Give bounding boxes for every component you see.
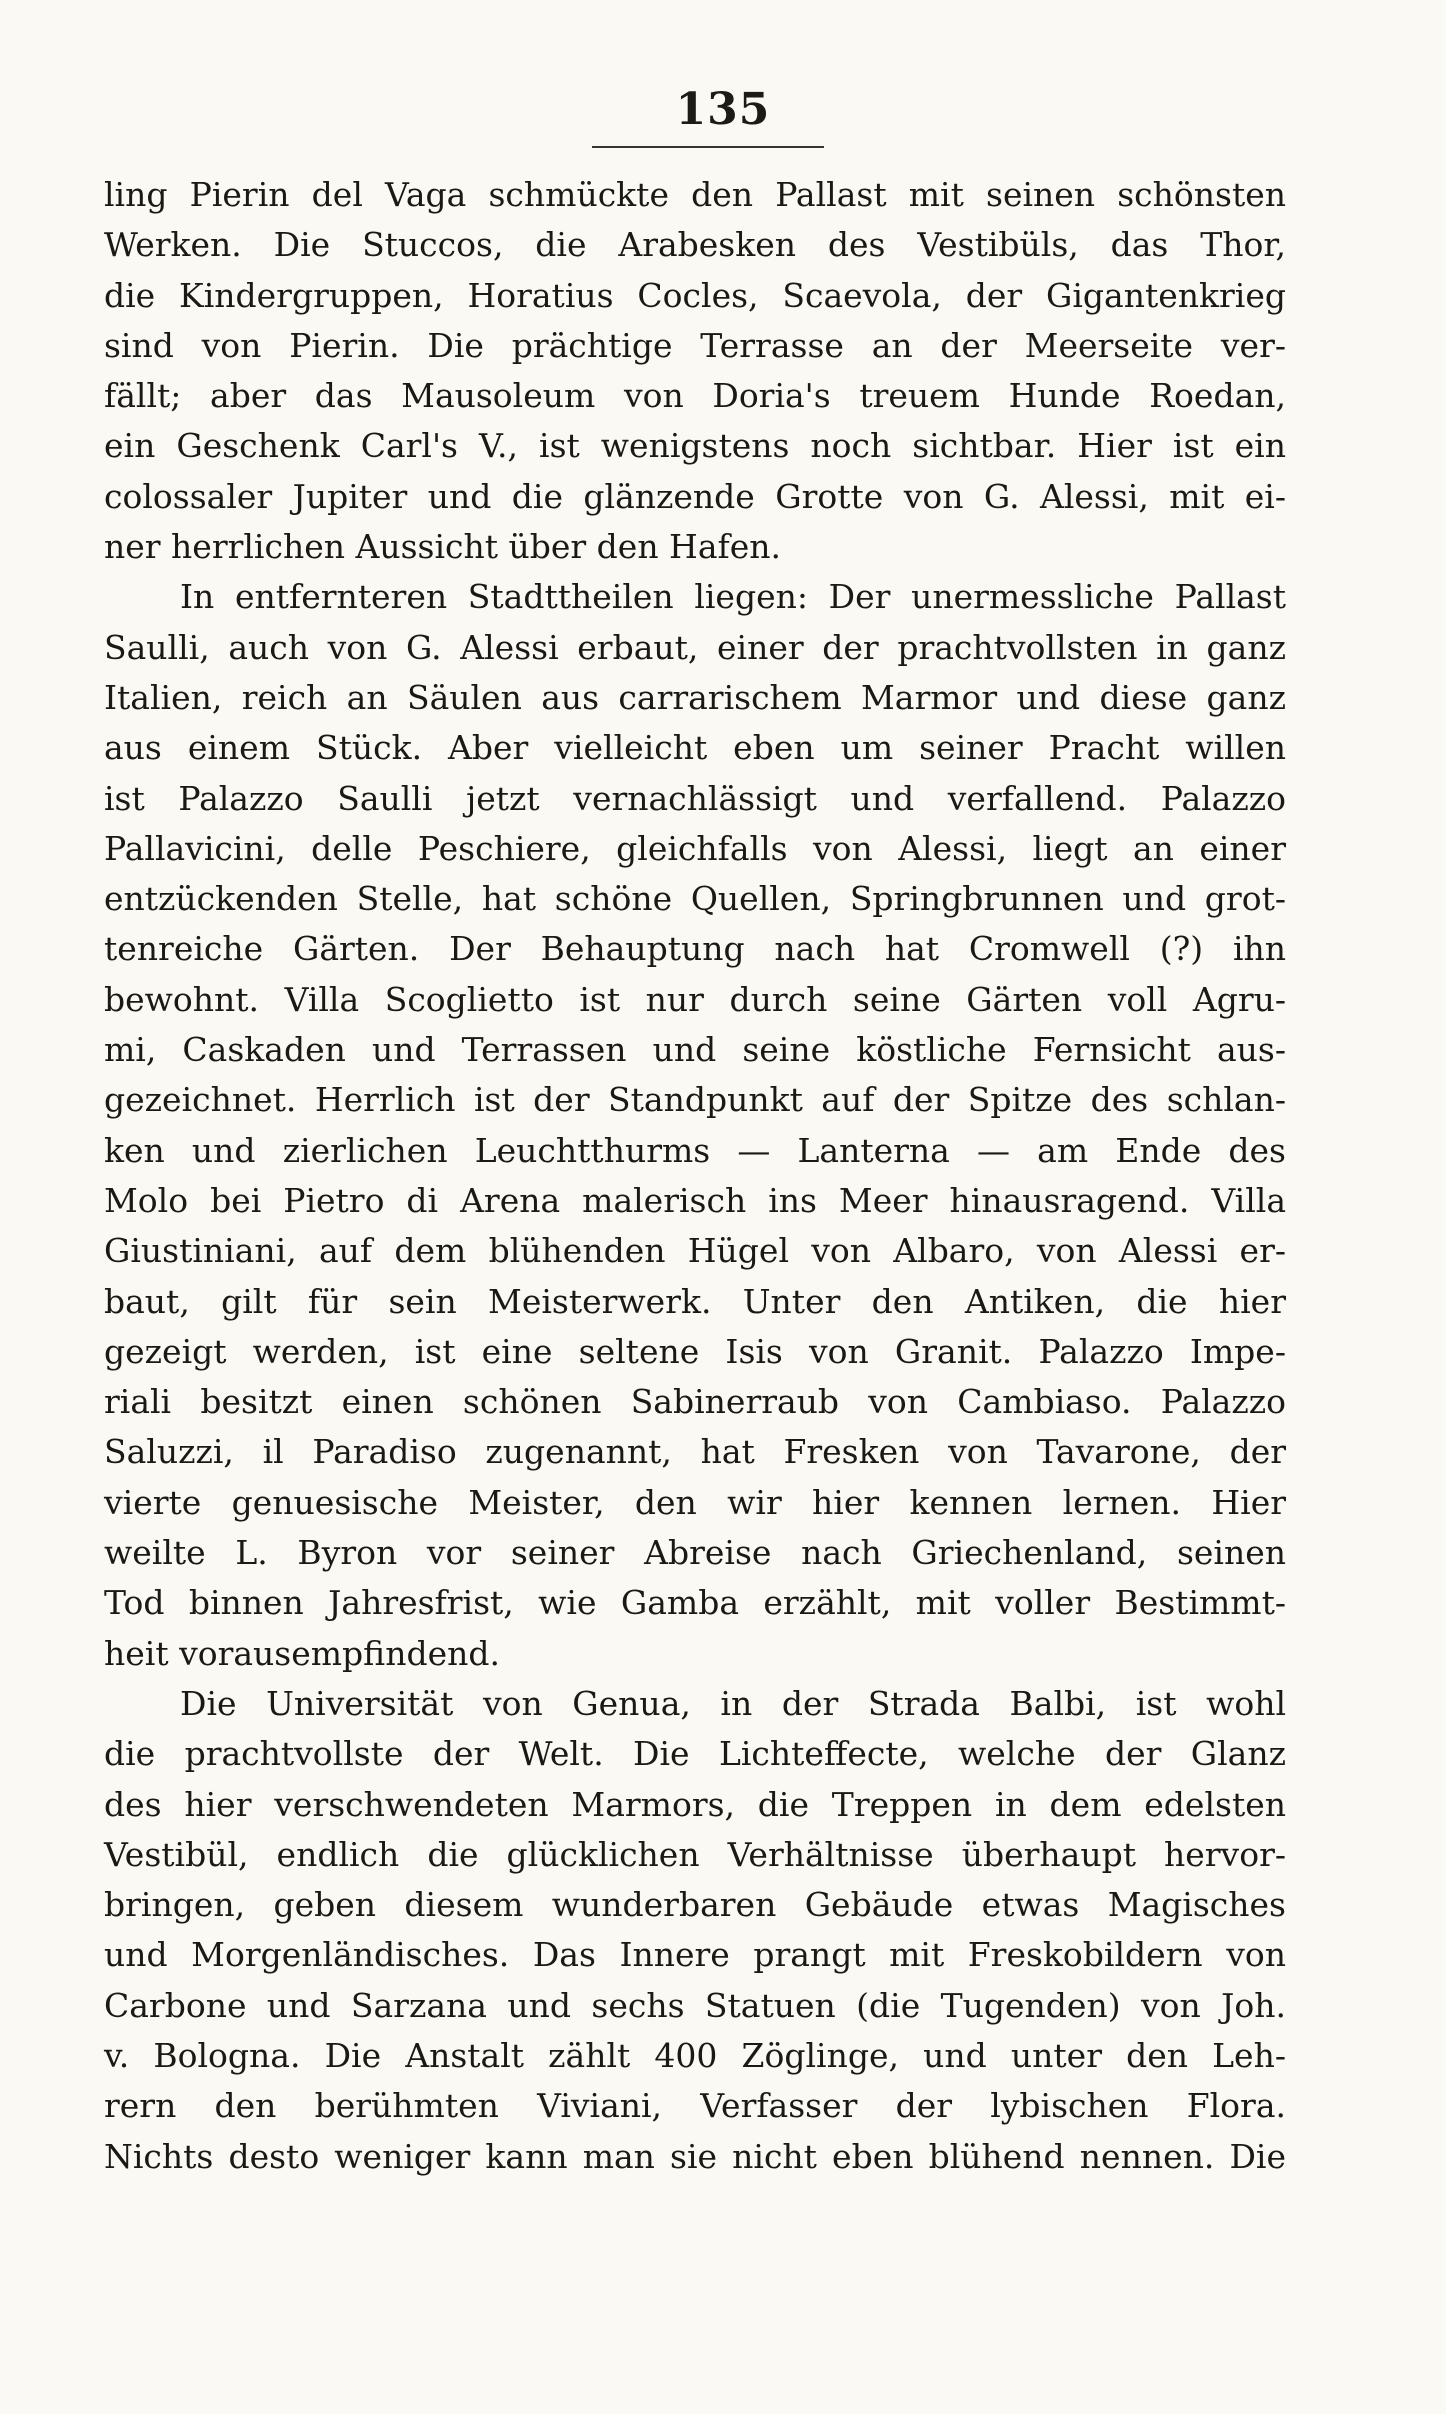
- text-line: ist Palazzo Saulli jetzt vernachlässigt und verfallend. Palazzo: [104, 778, 1286, 818]
- text-line: aus einem Stück. Aber vielleicht eben um seiner Pracht willen: [104, 728, 1286, 768]
- header-rule: [592, 146, 824, 148]
- text-line: ling Pierin del Vaga schmückte den Pallast mit seinen schönsten: [104, 175, 1286, 214]
- text-line: riali besitzt einen schönen Sabinerraub von Cambiaso. Palazzo: [104, 1382, 1286, 1422]
- text-line: ken und zierlichen Leuchtthurms — Lanterna — am Ende des: [104, 1130, 1286, 1170]
- text-line: Giustiniani, auf dem blühenden Hügel von Albaro, von Alessi er-: [104, 1231, 1286, 1271]
- text-line: Pallavicini, delle Peschiere, gleichfalls von Alessi, liegt an einer: [104, 828, 1286, 868]
- text-line: In entfernteren Stadttheilen liegen: Der unermessliche Pallast: [180, 577, 1286, 617]
- text-line: Molo bei Pietro di Arena malerisch ins Meer hinausragend. Villa: [104, 1180, 1286, 1220]
- text-line: die Kindergruppen, Horatius Cocles, Scaevola, der Gigantenkrieg: [104, 275, 1286, 315]
- text-line: Italien, reich an Säulen aus carrarischem Marmor und diese ganz: [104, 677, 1286, 717]
- text-line: heit vorausempfindend.: [104, 1633, 500, 1673]
- text-line: Nichts desto weniger kann man sie nicht eben blühend nennen. Die: [104, 2136, 1286, 2176]
- text-line: ein Geschenk Carl's V., ist wenigstens noch sichtbar. Hier ist ein: [104, 426, 1286, 466]
- text-line: Tod binnen Jahresfrist, wie Gamba erzählt, mit voller Bestimmt-: [104, 1583, 1286, 1623]
- text-line: entzückenden Stelle, hat schöne Quellen, Springbrunnen und grot-: [104, 879, 1286, 919]
- text-line: bewohnt. Villa Scoglietto ist nur durch seine Gärten voll Agru-: [104, 979, 1286, 1019]
- text-line: Carbone und Sarzana und sechs Statuen (die Tugenden) von Joh.: [104, 1985, 1286, 2025]
- text-line: mi, Caskaden und Terrassen und seine köstliche Fernsicht aus-: [104, 1030, 1286, 1070]
- text-line: ner herrlichen Aussicht über den Hafen.: [104, 527, 781, 567]
- text-line: rern den berühmten Viviani, Verfasser der lybischen Flora.: [104, 2086, 1286, 2126]
- text-line: tenreiche Gärten. Der Behauptung nach hat Cromwell (?) ihn: [104, 929, 1286, 969]
- text-line: Die Universität von Genua, in der Strada Balbi, ist wohl: [180, 1683, 1286, 1723]
- text-line: Vestibül, endlich die glücklichen Verhältnisse überhaupt hervor-: [104, 1834, 1286, 1874]
- text-line: Saulli, auch von G. Alessi erbaut, einer der prachtvollsten in ganz: [104, 627, 1286, 667]
- text-line: bringen, geben diesem wunderbaren Gebäude etwas Magisches: [104, 1885, 1286, 1925]
- text-line: und Morgenländisches. Das Innere prangt mit Freskobildern von: [104, 1935, 1286, 1975]
- text-line: sind von Pierin. Die prächtige Terrasse an der Meerseite ver-: [104, 325, 1286, 365]
- text-line: vierte genuesische Meister, den wir hier kennen lernen. Hier: [104, 1482, 1286, 1522]
- text-line: gezeigt werden, ist eine seltene Isis von Granit. Palazzo Impe-: [104, 1331, 1286, 1371]
- text-line: Werken. Die Stuccos, die Arabesken des Vestibüls, das Thor,: [104, 225, 1286, 265]
- text-line: fällt; aber das Mausoleum von Doria's treuem Hunde Roedan,: [104, 376, 1286, 416]
- page-number: 135: [675, 84, 771, 135]
- text-line: baut, gilt für sein Meisterwerk. Unter den Antiken, die hier: [104, 1281, 1286, 1321]
- text-line: die prachtvollste der Welt. Die Lichteffecte, welche der Glanz: [104, 1734, 1286, 1774]
- text-line: Saluzzi, il Paradiso zugenannt, hat Fresken von Tavarone, der: [104, 1432, 1286, 1472]
- text-line: gezeichnet. Herrlich ist der Standpunkt auf der Spitze des schlan-: [104, 1080, 1286, 1120]
- body-text: [104, 170, 1286, 2182]
- text-line: v. Bologna. Die Anstalt zählt 400 Zöglinge, und unter den Leh-: [104, 2035, 1286, 2075]
- text-line: weilte L. Byron vor seiner Abreise nach Griechenland, seinen: [104, 1533, 1286, 1573]
- text-line: colossaler Jupiter und die glänzende Grotte von G. Alessi, mit ei-: [104, 476, 1286, 516]
- text-line: des hier verschwendeten Marmors, die Treppen in dem edelsten: [104, 1784, 1286, 1824]
